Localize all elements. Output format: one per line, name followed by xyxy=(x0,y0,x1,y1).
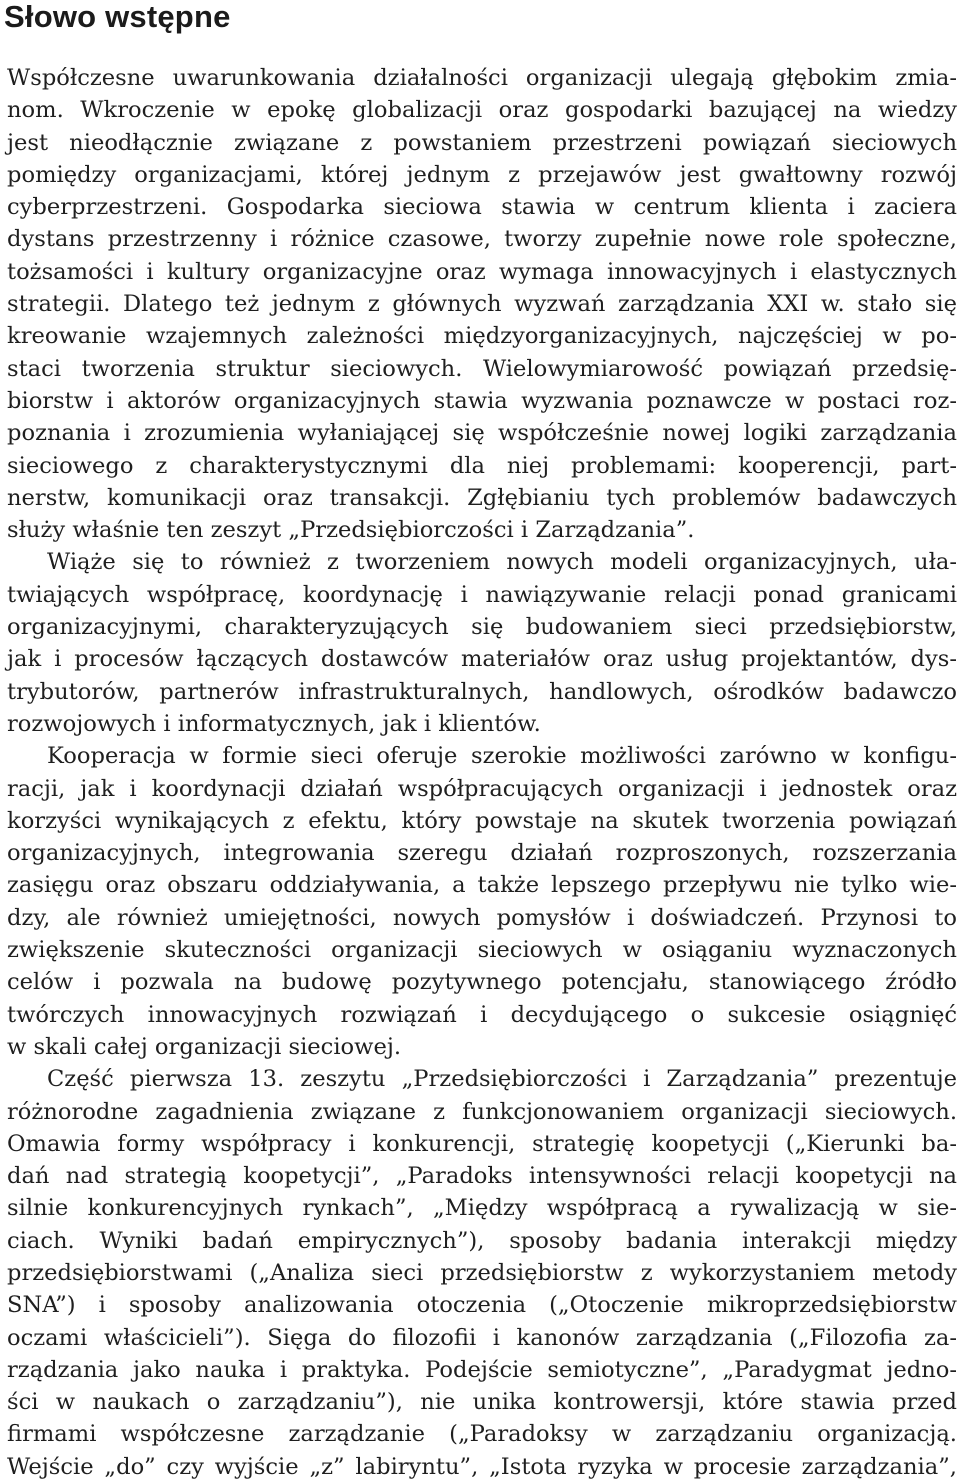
text-line: sieciowego z charakterystycznymi dla niej problemami: kooperencji, part- xyxy=(7,452,957,479)
text-line: rozwojowych i informatycznych, jak i klientów. xyxy=(7,710,541,737)
text-line: przedsiębiorstwami („Analiza sieci przedsiębiorstw z wykorzystaniem metody xyxy=(7,1259,957,1286)
text-line: służy właśnie ten zeszyt „Przedsiębiorczości i Zarządzania”. xyxy=(7,517,695,544)
text-line: racji, jak i koordynacji działań współpracujących organizacji i jednostek oraz xyxy=(7,775,957,802)
text-line: rządzania jako nauka i praktyka. Podejście semiotyczne”, „Paradygmat jedno- xyxy=(7,1356,957,1383)
text-line: twórczych innowacyjnych rozwiązań i decydującego o sukcesie osiągnięć xyxy=(7,1001,957,1028)
text-line: nom. Wkroczenie w epokę globalizacji oraz gospodarki bazującej na wiedzy xyxy=(7,97,957,124)
text-line: celów i pozwala na budowę pozytywnego potencjału, stanowiącego źródło xyxy=(7,969,957,996)
text-line: strategii. Dlatego też jednym z głównych wyzwań zarządzania XXI w. stało się xyxy=(7,291,957,318)
text-line: jest nieodłącznie związane z powstaniem przestrzeni powiązań sieciowych xyxy=(7,129,957,156)
text-line: ciach. Wyniki badań empirycznych”), sposoby badania interakcji między xyxy=(7,1227,957,1254)
text-line: oczami właścicieli”). Sięga do filozofii i kanonów zarządzania („Filozofia za- xyxy=(7,1324,957,1351)
text-line: silnie konkurencyjnych rynkach”, „Między współpracą a rywalizacją w sie- xyxy=(7,1195,957,1222)
text-line: Omawia formy współpracy i konkurencji, strategię koopetycji („Kierunki ba- xyxy=(7,1130,957,1157)
text-line: dań nad strategią koopetycji”, „Paradoks intensywności relacji koopetycji na xyxy=(7,1163,957,1190)
text-line: dzy, ale również umiejętności, nowych pomysłów i doświadczeń. Przynosi to xyxy=(7,904,957,931)
text-line: poznania i zrozumienia wyłaniającej się współcześnie nowej logiki zarządzania xyxy=(7,420,957,447)
text-line: w skali całej organizacji sieciowej. xyxy=(7,1033,402,1060)
text-line: firmami współczesne zarządzanie („Paradoksy w zarządzaniu organizacją. xyxy=(7,1421,957,1448)
text-line: trybutorów, partnerów infrastrukturalnych, handlowych, ośrodków badawczo xyxy=(7,678,957,705)
text-line: różnorodne zagadnienia związane z funkcjonowaniem organizacji sieciowych. xyxy=(7,1098,957,1125)
text-line: Część pierwsza 13. zeszytu „Przedsiębiorczości i Zarządzania” prezentuje xyxy=(47,1066,957,1093)
text-line: Kooperacja w formie sieci oferuje szerokie możliwości zarówno w konfigu- xyxy=(47,743,957,770)
text-line: organizacyjnymi, charakteryzujących się budowaniem sieci przedsiębiorstw, xyxy=(7,614,957,641)
text-line: cyberprzestrzeni. Gospodarka sieciowa stawia w centrum klienta i zaciera xyxy=(7,194,957,221)
text-line: nerstw, komunikacji oraz transakcji. Zgłębianiu tych problemów badawczych xyxy=(7,484,957,511)
text-line: tożsamości i kultury organizacyjne oraz wymaga innowacyjnych i elastycznych xyxy=(7,258,957,285)
text-line: pomiędzy organizacjami, której jednym z przejawów jest gwałtowny rozwój xyxy=(7,161,957,188)
text-line: Wiąże się to również z tworzeniem nowych modeli organizacyjnych, uła- xyxy=(47,549,957,576)
page-title: Słowo wstępne xyxy=(4,0,231,34)
text-line: ści w naukach o zarządzaniu”), nie unika kontrowersji, które stawia przed xyxy=(7,1389,957,1416)
text-line: Współczesne uwarunkowania działalności organizacji ulegają głębokim zmia- xyxy=(7,65,957,91)
text-line: organizacyjnych, integrowania szeregu działań rozproszonych, rozszerzania xyxy=(7,840,957,867)
text-line: Wejście „do” czy wyjście „z” labiryntu”, „Istota ryzyka w procesie zarządzania”, xyxy=(7,1453,957,1480)
text-line: korzyści wynikających z efektu, który powstaje na skutek tworzenia powiązań xyxy=(7,807,957,834)
text-line: kreowanie wzajemnych zależności międzyorganizacyjnych, najczęściej w po- xyxy=(7,323,957,350)
text-line: jak i procesów łączących dostawców materiałów oraz usług projektantów, dys- xyxy=(7,646,957,673)
text-line: zasięgu oraz obszaru oddziaływania, a także lepszego przepływu nie tylko wie- xyxy=(7,872,957,899)
text-line: twiających współpracę, koordynację i nawiązywanie relacji ponad granicami xyxy=(7,581,957,608)
text-line: dystans przestrzenny i różnice czasowe, tworzy zupełnie nowe role społeczne, xyxy=(7,226,957,253)
text-line: SNA”) i sposoby analizowania otoczenia („Otoczenie mikroprzedsiębiorstw xyxy=(7,1292,957,1319)
body-text xyxy=(7,62,957,1483)
text-line: staci tworzenia struktur sieciowych. Wielowymiarowość powiązań przedsię- xyxy=(7,355,957,382)
text-line: zwiększenie skuteczności organizacji sieciowych w osiąganiu wyznaczonych xyxy=(7,937,957,964)
text-line: biorstw i aktorów organizacyjnych stawia wyzwania poznawcze w postaci roz- xyxy=(7,387,957,414)
